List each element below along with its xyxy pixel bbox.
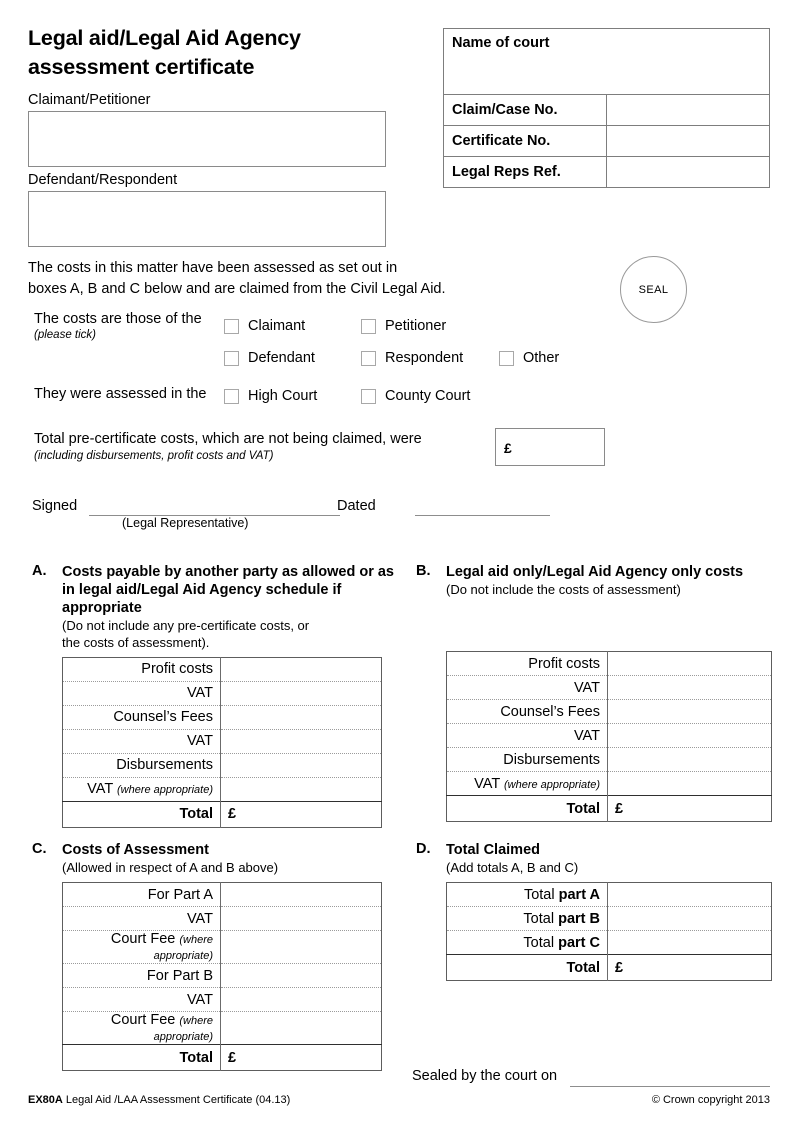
- section-a-title: Costs payable by another party as allowed or as in legal aid/Legal Aid Agency schedule if appropriate: [62, 564, 394, 617]
- section-a-note-line2: the costs of assessment).: [62, 634, 210, 650]
- section-a-note-line1: (Do not include any pre-certificate costs, or: [62, 618, 310, 634]
- assessed-in-prompt: They were assessed in the: [34, 386, 207, 402]
- section-a-letter: A.: [32, 563, 47, 579]
- row-label-court-fee: [63, 931, 221, 964]
- dated-label: Dated: [337, 498, 376, 514]
- assessment-statement: [28, 258, 448, 300]
- sealed-by-court-label: Sealed by the court on: [412, 1068, 558, 1084]
- table-row: [63, 931, 382, 964]
- section-d-note: (Add totals A, B and C): [446, 860, 579, 876]
- sealed-by-court-input[interactable]: [570, 1086, 770, 1087]
- page-title: [28, 24, 428, 81]
- section-b-note: [446, 582, 772, 598]
- checkbox-icon[interactable]: [224, 389, 239, 404]
- row-label: Disbursements: [63, 753, 221, 777]
- row-label: For Part A: [63, 883, 221, 907]
- table-row: [447, 676, 772, 700]
- section-a-table: [62, 657, 382, 828]
- row-label-total-part-b: [447, 907, 608, 931]
- checkbox-defendant-label: Defendant: [248, 350, 315, 366]
- checkbox-icon[interactable]: [499, 351, 514, 366]
- row-label: Court Fee: [110, 1012, 176, 1029]
- row-value-input[interactable]: [221, 907, 382, 931]
- row-label: VAT: [63, 681, 221, 705]
- table-row: [447, 907, 772, 931]
- total-label: Total: [63, 1045, 221, 1071]
- row-label-vat-where-appropriate: [447, 772, 608, 796]
- table-row: [447, 772, 772, 796]
- legal-reps-ref-input[interactable]: [607, 157, 770, 188]
- row-label: For Part B: [63, 964, 221, 988]
- table-row: [447, 724, 772, 748]
- section-c-table: [62, 882, 382, 1071]
- checkbox-icon[interactable]: [361, 351, 376, 366]
- row-value-input[interactable]: [221, 964, 382, 988]
- row-label-note: (where appropriate): [153, 1015, 213, 1044]
- checkbox-defendant[interactable]: [224, 350, 315, 366]
- table-row: [63, 1012, 382, 1045]
- row-label-part: part C: [558, 934, 600, 951]
- precertificate-costs-line2: (including disbursements, profit costs and VAT): [34, 449, 274, 462]
- total-value-input[interactable]: [221, 801, 382, 827]
- row-label: VAT: [87, 781, 113, 798]
- defendant-input[interactable]: [28, 191, 386, 247]
- costs-owner-prompt: [34, 310, 224, 343]
- checkbox-county-court-label: County Court: [385, 388, 471, 404]
- table-row: [63, 907, 382, 931]
- currency-symbol: £: [228, 1049, 237, 1066]
- name-of-court-label: Name of court: [452, 35, 550, 51]
- checkbox-icon[interactable]: [361, 389, 376, 404]
- section-b: [416, 563, 772, 822]
- assessment-statement-line2: boxes A, B and C below and are claimed from the Civil Legal Aid.: [28, 281, 446, 298]
- row-label: Counsel’s Fees: [447, 700, 608, 724]
- checkbox-county-court[interactable]: [361, 388, 470, 404]
- section-b-title: Legal aid only/Legal Aid Agency only costs: [446, 564, 744, 580]
- row-label-total-part-a: [447, 883, 608, 907]
- row-value-input[interactable]: [221, 657, 382, 681]
- table-row-total: [63, 1045, 382, 1071]
- table-row: [63, 681, 382, 705]
- precertificate-costs-line1: Total pre-certificate costs, which are not being claimed, were: [34, 431, 422, 447]
- row-value-input[interactable]: [608, 883, 772, 907]
- claimant-input[interactable]: [28, 111, 386, 167]
- dated-input[interactable]: [415, 515, 550, 516]
- assessment-statement-line1: The costs in this matter have been assessed as set out in: [28, 260, 398, 276]
- section-a-note: [62, 618, 404, 651]
- section-c-note: (Allowed in respect of A and B above): [62, 860, 279, 876]
- row-value-input[interactable]: [221, 681, 382, 705]
- form-reference: [28, 1094, 290, 1106]
- section-d-title: Total Claimed: [446, 842, 540, 858]
- row-value-input[interactable]: [608, 931, 772, 955]
- row-label-prefix: Total: [523, 934, 559, 951]
- checkbox-claimant[interactable]: [224, 318, 305, 334]
- seal-label: SEAL: [638, 283, 669, 296]
- copyright-notice: © Crown copyright 2013: [651, 1094, 770, 1106]
- row-label-prefix: Total: [523, 910, 559, 927]
- section-d: [416, 841, 772, 981]
- row-label: VAT: [63, 907, 221, 931]
- row-value-input[interactable]: [608, 907, 772, 931]
- row-value-input[interactable]: [221, 931, 382, 964]
- table-row: [447, 652, 772, 676]
- table-row-total: [447, 955, 772, 981]
- seal-icon: [620, 256, 687, 323]
- checkbox-high-court-label: High Court: [248, 388, 318, 404]
- claim-case-no-label: Claim/Case No.: [444, 95, 607, 126]
- total-label: Total: [447, 955, 608, 981]
- table-row: [444, 126, 770, 157]
- table-row: [447, 883, 772, 907]
- signed-label: Signed: [32, 498, 78, 514]
- row-label-note: (where appropriate): [117, 784, 213, 797]
- checkbox-respondent[interactable]: [361, 350, 463, 366]
- name-of-court-cell[interactable]: [444, 29, 770, 95]
- table-row-total: [63, 801, 382, 827]
- row-label-court-fee: [63, 1012, 221, 1045]
- table-row: [63, 883, 382, 907]
- costs-owner-prompt-text: The costs are those of the: [34, 311, 202, 327]
- checkbox-other-label: Other: [523, 350, 560, 366]
- form-code: EX80A: [28, 1094, 63, 1106]
- row-value-input[interactable]: [608, 748, 772, 772]
- row-label: Court Fee: [110, 931, 176, 948]
- table-row: [63, 657, 382, 681]
- row-label: VAT: [63, 729, 221, 753]
- table-row-total: [447, 796, 772, 822]
- table-row: [63, 777, 382, 801]
- table-row: [63, 988, 382, 1012]
- checkbox-respondent-label: Respondent: [385, 350, 464, 366]
- row-value-input[interactable]: [221, 705, 382, 729]
- table-row: [63, 753, 382, 777]
- total-label: Total: [63, 801, 221, 827]
- currency-symbol: £: [615, 800, 624, 817]
- section-b-table: [446, 651, 772, 822]
- row-label: Profit costs: [63, 657, 221, 681]
- table-row: [447, 931, 772, 955]
- total-value-input[interactable]: [608, 955, 772, 981]
- row-value-input[interactable]: [221, 777, 382, 801]
- table-row: [444, 95, 770, 126]
- form-description: Legal Aid /LAA Assessment Certificate (04.13): [62, 1094, 291, 1106]
- precertificate-costs-prompt: [34, 430, 422, 464]
- row-value-input[interactable]: [608, 724, 772, 748]
- row-label-note: (where appropriate): [153, 934, 213, 963]
- legal-reps-ref-label: Legal Reps Ref.: [444, 157, 607, 188]
- row-label-note: (where appropriate): [504, 778, 600, 791]
- checkbox-icon[interactable]: [224, 319, 239, 334]
- checkbox-claimant-label: Claimant: [248, 318, 306, 334]
- checkbox-petitioner[interactable]: [361, 318, 446, 334]
- court-details-table: [443, 28, 770, 188]
- total-value-input[interactable]: [608, 796, 772, 822]
- checkbox-petitioner-label: Petitioner: [385, 318, 447, 334]
- currency-symbol: £: [615, 959, 624, 976]
- row-value-input[interactable]: [221, 988, 382, 1012]
- row-label-vat-where-appropriate: [63, 777, 221, 801]
- section-c-title: Costs of Assessment: [62, 842, 209, 858]
- row-label: Disbursements: [447, 748, 608, 772]
- section-c: [32, 841, 404, 1071]
- section-b-letter: B.: [416, 563, 431, 579]
- row-label: Profit costs: [447, 652, 608, 676]
- certificate-no-label: Certificate No.: [444, 126, 607, 157]
- section-d-table: [446, 882, 772, 981]
- checkbox-high-court[interactable]: [224, 388, 317, 404]
- row-value-input[interactable]: [221, 753, 382, 777]
- table-row: [444, 29, 770, 95]
- row-value-input[interactable]: [608, 652, 772, 676]
- row-value-input[interactable]: [221, 1012, 382, 1045]
- row-value-input[interactable]: [221, 883, 382, 907]
- please-tick-note: (please tick): [34, 329, 96, 342]
- row-label: VAT: [447, 724, 608, 748]
- checkbox-icon[interactable]: [361, 319, 376, 334]
- row-label: VAT: [474, 775, 500, 792]
- row-value-input[interactable]: [608, 676, 772, 700]
- claimant-label: Claimant/Petitioner: [28, 92, 151, 108]
- claim-case-no-input[interactable]: [607, 95, 770, 126]
- checkbox-icon[interactable]: [224, 351, 239, 366]
- certificate-no-input[interactable]: [607, 126, 770, 157]
- section-b-note-line1: (Do not include the costs of assessment): [446, 582, 681, 598]
- page-title-line2: assessment certificate: [28, 54, 255, 79]
- legal-representative-note: (Legal Representative): [122, 516, 249, 530]
- section-d-letter: D.: [416, 841, 431, 857]
- row-label-total-part-c: [447, 931, 608, 955]
- table-row: [444, 157, 770, 188]
- row-value-input[interactable]: [608, 700, 772, 724]
- row-label: VAT: [447, 676, 608, 700]
- table-row: [447, 748, 772, 772]
- section-a: [32, 563, 404, 828]
- row-label-prefix: Total: [523, 886, 559, 903]
- row-value-input[interactable]: [221, 729, 382, 753]
- row-label-part: part B: [558, 910, 600, 927]
- currency-symbol: £: [228, 806, 237, 823]
- row-label-part: part A: [558, 886, 600, 903]
- row-label: Counsel’s Fees: [63, 705, 221, 729]
- total-label: Total: [447, 796, 608, 822]
- section-c-letter: C.: [32, 841, 47, 857]
- currency-symbol: £: [504, 440, 512, 456]
- table-row: [63, 705, 382, 729]
- table-row: [63, 729, 382, 753]
- page-title-line1: Legal aid/Legal Aid Agency: [28, 26, 301, 50]
- precertificate-costs-input[interactable]: [495, 428, 605, 466]
- row-value-input[interactable]: [608, 772, 772, 796]
- defendant-label: Defendant/Respondent: [28, 172, 178, 188]
- total-value-input[interactable]: [221, 1045, 382, 1071]
- table-row: [447, 700, 772, 724]
- table-row: [63, 964, 382, 988]
- row-label: VAT: [63, 988, 221, 1012]
- checkbox-other[interactable]: [499, 350, 559, 366]
